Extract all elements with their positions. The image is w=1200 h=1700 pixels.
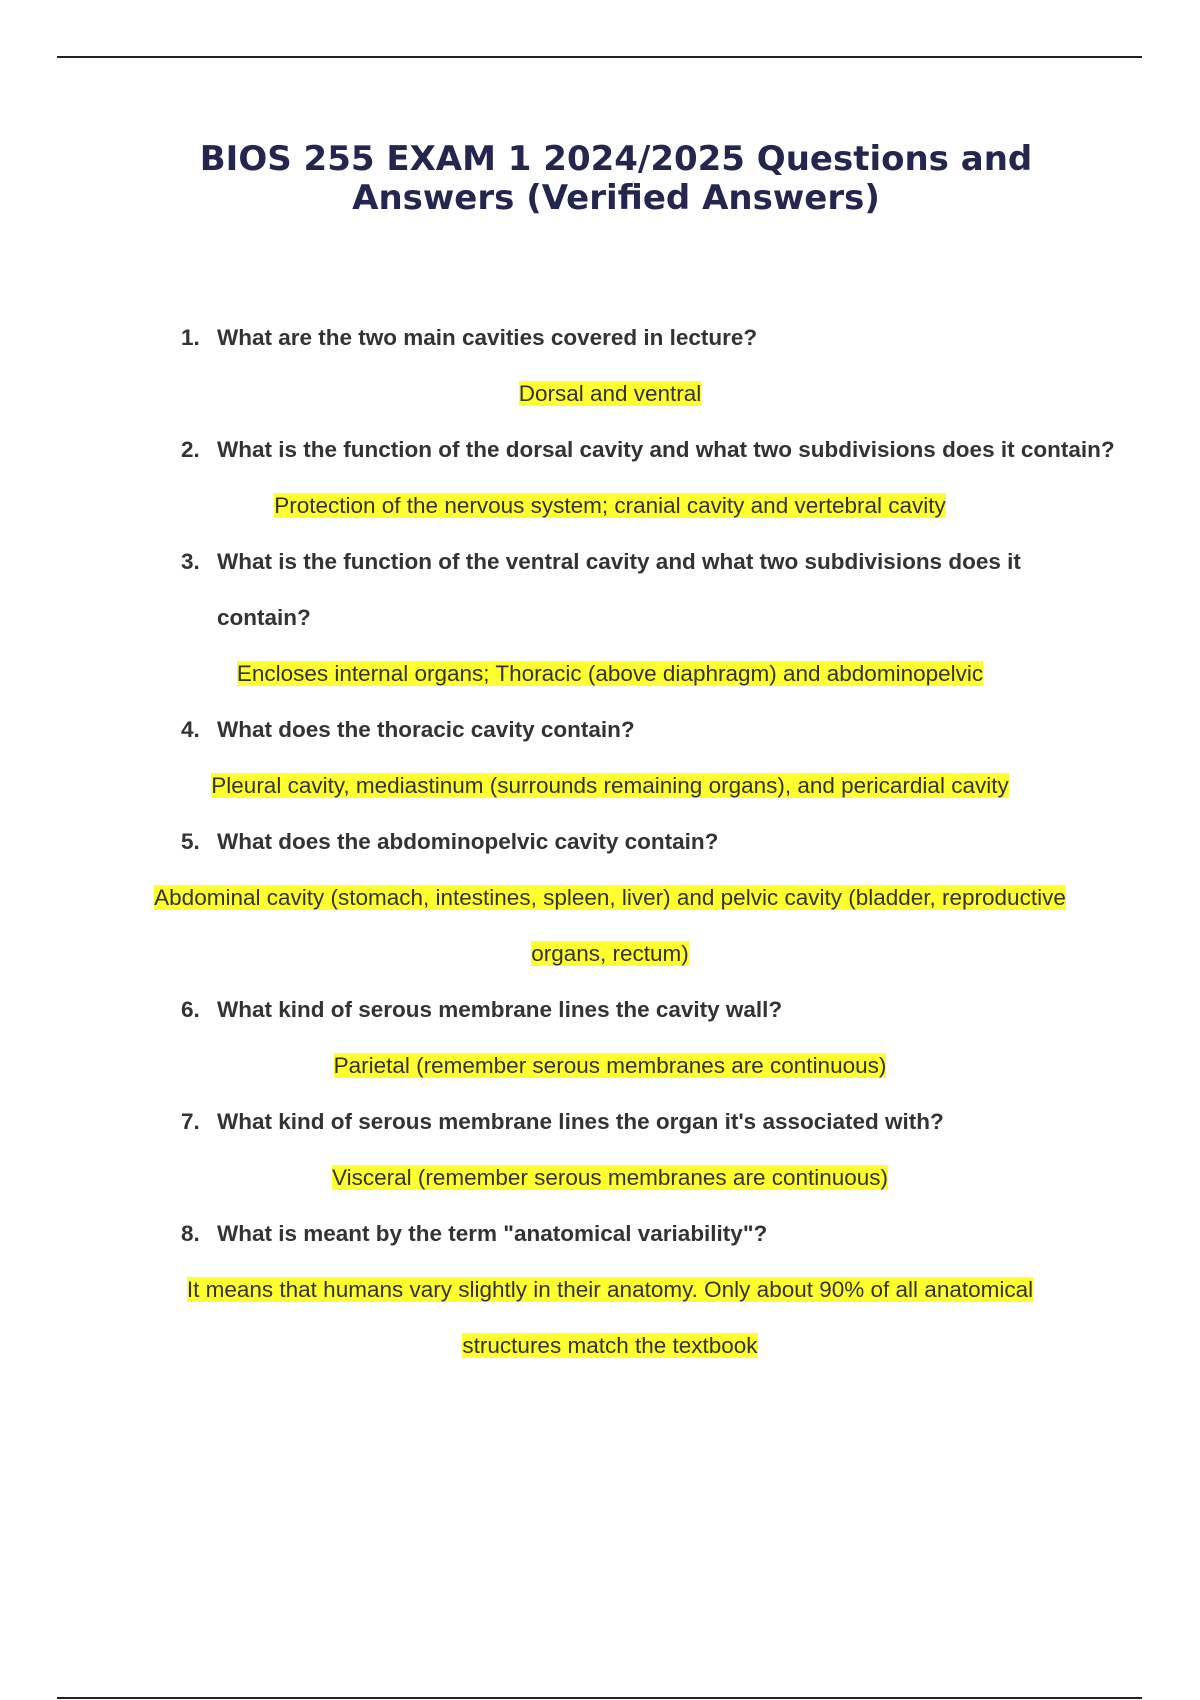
question-text: What kind of serous membrane lines the organ it's associated with? (217, 1109, 944, 1134)
qa-item-3 (0, 534, 1200, 702)
top-divider (57, 56, 1142, 58)
question-text: What kind of serous membrane lines the cavity wall? (217, 997, 783, 1022)
answer-highlight: It means that humans vary slightly in their anatomy. Only about 90% of all anatomical structures match the textbook (186, 1277, 1034, 1358)
answer-highlight: Parietal (remember serous membranes are continuous) (333, 1053, 887, 1078)
question-number: 6. (181, 997, 200, 1022)
answer-highlight: Visceral (remember serous membranes are continuous) (331, 1165, 889, 1190)
question-number: 1. (181, 325, 200, 350)
qa-item-7 (0, 1094, 1200, 1206)
answer-highlight: Encloses internal organs; Thoracic (above diaphragm) and abdominopelvic (236, 661, 984, 686)
qa-item-4 (0, 702, 1200, 814)
answer (140, 1262, 1080, 1374)
question-text: What are the two main cavities covered in lecture? (217, 325, 758, 350)
question-number: 2. (181, 437, 200, 462)
question-text: What does the abdominopelvic cavity contain? (217, 829, 719, 854)
question-text: What is meant by the term "anatomical variability"? (217, 1221, 768, 1246)
question (0, 534, 1200, 646)
bottom-divider (57, 1697, 1142, 1699)
document-title: BIOS 255 EXAM 1 2024/2025 Questions and Answers (Verified Answers) (199, 139, 1033, 218)
answer-highlight: Protection of the nervous system; cranial cavity and vertebral cavity (274, 493, 946, 518)
answer-highlight: Dorsal and ventral (518, 381, 702, 406)
question-number: 5. (181, 829, 200, 854)
question (0, 310, 1200, 366)
question-number: 4. (181, 717, 200, 742)
answer-highlight: Abdominal cavity (stomach, intestines, spleen, liver) and pelvic cavity (bladder, reproductive organs, rectum) (154, 885, 1066, 966)
answer (140, 478, 1080, 534)
answer (140, 366, 1080, 422)
question-text: What is the function of the dorsal cavity and what two subdivisions does it contain? (217, 437, 1115, 462)
question (0, 1206, 1200, 1262)
qa-item-2 (0, 422, 1200, 534)
question (0, 1094, 1200, 1150)
question-text: What is the function of the ventral cavity and what two subdivisions does it contain? (217, 549, 1021, 630)
question (0, 814, 1200, 870)
question (0, 982, 1200, 1038)
question (0, 702, 1200, 758)
answer (140, 870, 1080, 982)
qa-item-6 (0, 982, 1200, 1094)
question (0, 422, 1200, 478)
answer (140, 646, 1080, 702)
answer (140, 1038, 1080, 1094)
answer (140, 758, 1080, 814)
question-number: 7. (181, 1109, 200, 1134)
qa-item-5 (0, 814, 1200, 982)
question-list (0, 310, 1200, 1374)
answer-highlight: Pleural cavity, mediastinum (surrounds remaining organs), and pericardial cavity (211, 773, 1009, 798)
question-number: 8. (181, 1221, 200, 1246)
question-text: What does the thoracic cavity contain? (217, 717, 635, 742)
question-number: 3. (181, 549, 200, 574)
qa-item-1 (0, 310, 1200, 422)
qa-item-8 (0, 1206, 1200, 1374)
answer (140, 1150, 1080, 1206)
